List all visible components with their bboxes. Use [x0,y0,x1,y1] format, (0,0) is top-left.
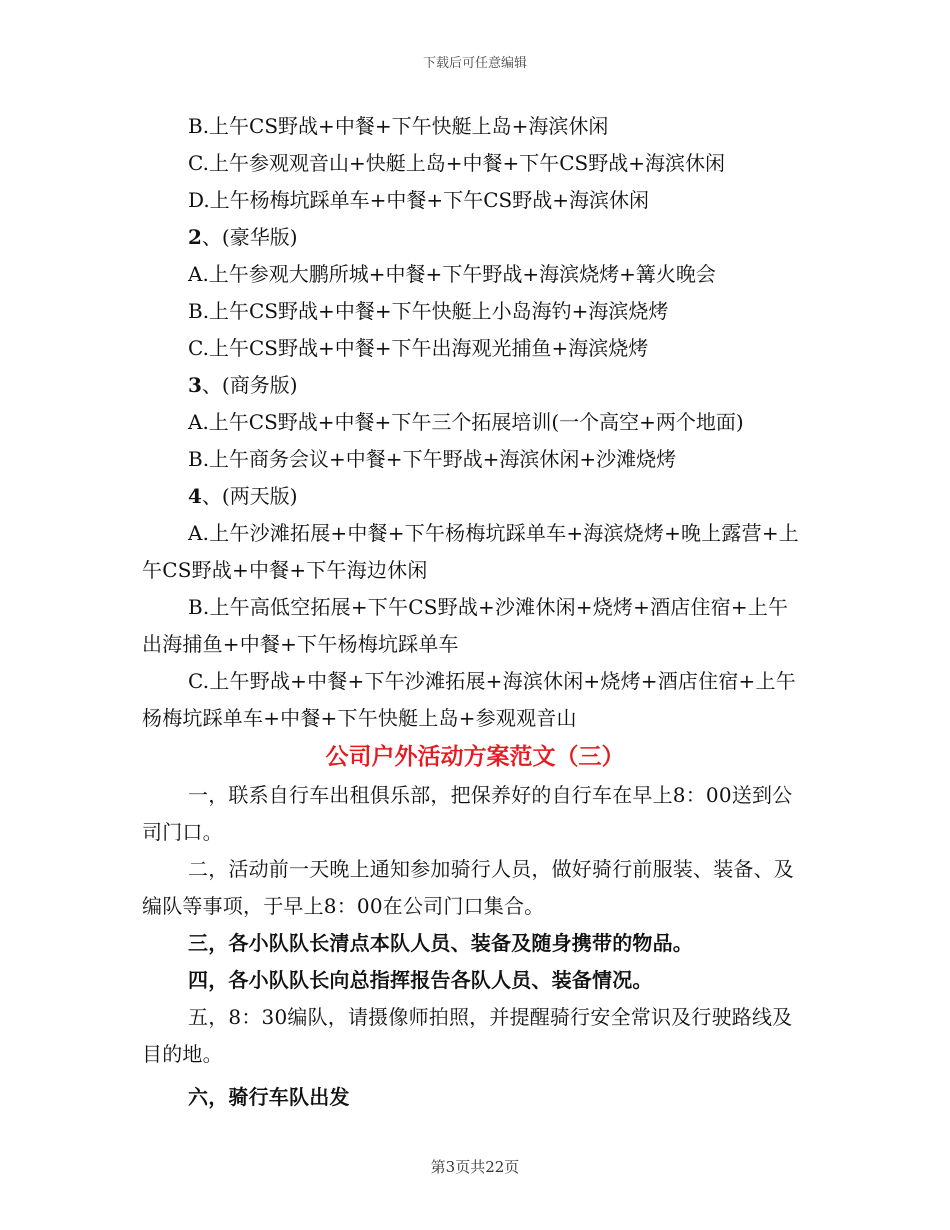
plan-heading-number: 2 [188,225,202,249]
page-header: 下载后可任意编辑 [422,56,527,71]
plan-heading-number: 3 [188,373,202,397]
plan-heading [142,219,808,256]
plan-paragraph: C.上午野战+中餐+下午沙滩拓展+海滨休闲+烧烤+酒店住宿+上午杨梅坑踩单车+中餐+下午快艇上岛+参观观音山 [142,669,796,730]
step-paragraph: 五，8：30编队，请摄像师拍照，并提醒骑行安全常识及行驶路线及目的地。 [142,1005,793,1066]
page-footer: 第3页共22页 [430,1158,520,1176]
plan-paragraph: A.上午沙滩拓展+中餐+下午杨梅坑踩单车+海滨烧烤+晚上露营+上午CS野战+中餐+下午海边休闲 [142,521,799,582]
plan-item: A.上午参观大鹏所城+中餐+下午野战+海滨烧烤+篝火晚会 [188,262,716,286]
document-body [142,108,808,1116]
step-paragraph-bold: 三，各小队队长清点本队人员、装备及随身携带的物品。 [188,931,693,955]
plan-heading-label: 、(两天版) [201,484,298,508]
plan-item: B.上午CS野战+中餐+下午快艇上岛+海滨休闲 [188,114,609,138]
plan-heading [142,367,808,404]
plan-heading [142,478,808,515]
step-paragraph-bold: 四，各小队队长向总指挥报告各队人员、装备情况。 [188,968,653,992]
step-paragraph: 二，活动前一天晚上通知参加骑行人员，做好骑行前服装、装备、及编队等事项，于早上8：00在公司门口集合。 [142,857,794,918]
step-paragraph-bold: 六，骑行车队出发 [188,1085,350,1109]
plan-heading-number: 4 [188,484,202,508]
plan-item: C.上午CS野战+中餐+下午出海观光捕鱼+海滨烧烤 [188,336,649,360]
plan-item: B.上午CS野战+中餐+下午快艇上小岛海钓+海滨烧烤 [188,299,669,323]
section-title: 公司户外活动方案范文（三） [325,743,625,770]
plan-item: C.上午参观观音山+快艇上岛+中餐+下午CS野战+海滨休闲 [188,151,725,175]
plan-item: D.上午杨梅坑踩单车+中餐+下午CS野战+海滨休闲 [188,188,649,212]
plan-heading-label: 、(商务版) [201,373,298,397]
plan-heading-label: 、(豪华版) [201,225,298,249]
plan-item: B.上午商务会议+中餐+下午野战+海滨休闲+沙滩烧烤 [188,447,677,471]
plan-item: A.上午CS野战+中餐+下午三个拓展培训(一个高空+两个地面) [188,410,744,434]
step-paragraph: 一，联系自行车出租俱乐部，把保养好的自行车在早上8：00送到公司门口。 [142,783,793,844]
plan-paragraph: B.上午高低空拓展+下午CS野战+沙滩休闲+烧烤+酒店住宿+上午出海捕鱼+中餐+下午杨梅坑踩单车 [142,595,789,656]
